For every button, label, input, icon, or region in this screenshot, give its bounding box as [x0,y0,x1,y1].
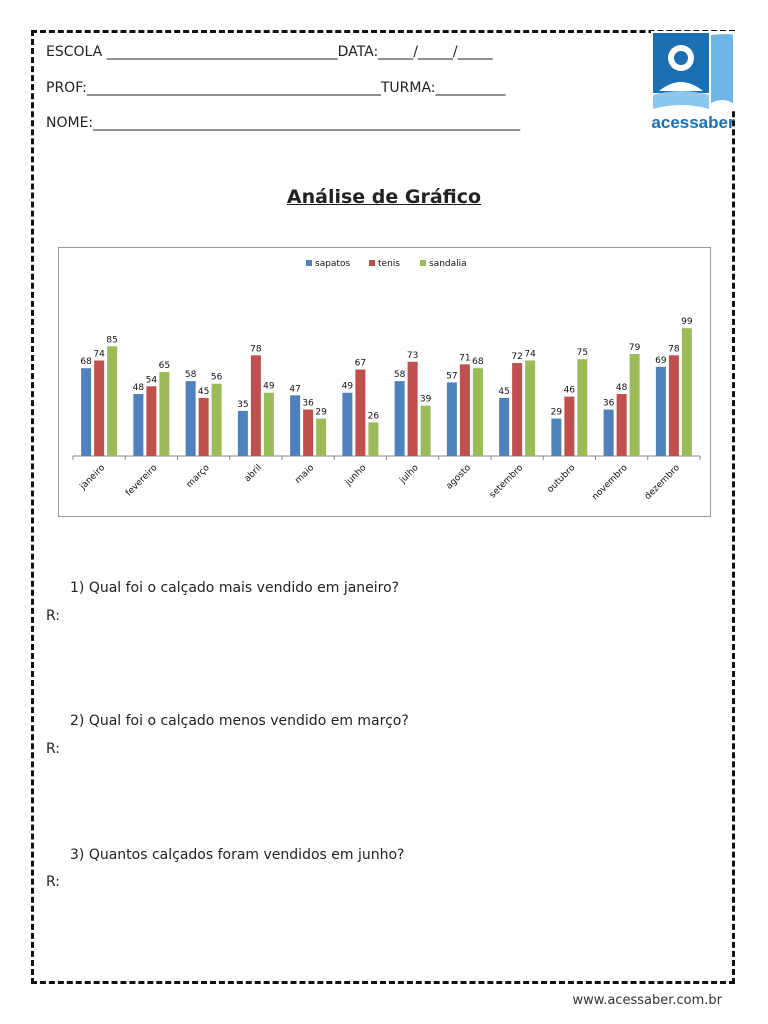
bar-tenis [669,355,679,456]
data-label: 29 [550,407,563,418]
bar-tenis [617,394,627,456]
bar-sandalia [107,346,117,456]
data-label: 79 [628,343,641,354]
answer-label-3: R: [46,874,61,890]
data-label: 74 [524,349,536,360]
data-label: 85 [106,335,118,346]
bar-tenis [564,397,574,456]
data-label: 73 [406,350,419,361]
bar-tenis [199,398,209,456]
acessaber-logo [651,31,735,131]
bar-sandalia [421,406,431,456]
bar-tenis [303,410,313,456]
data-label: 78 [668,344,680,355]
legend-label-sapatos: sapatos [315,259,351,269]
bar-sapatos [447,382,457,456]
bar-tenis [408,362,418,456]
data-label: 75 [576,348,589,359]
data-label: 45 [498,386,510,397]
bar-sapatos [81,368,91,456]
sales-chart [58,247,711,517]
bar-sapatos [342,393,352,456]
data-label: 45 [197,386,210,397]
bar-sandalia [473,368,483,456]
data-label: 29 [315,407,327,418]
question-3: 3) Quantos calçados foram vendidos em junho? [70,847,405,863]
bar-sapatos [133,394,143,456]
bar-tenis [94,360,104,456]
bar-sandalia [264,393,274,456]
x-tick-label: março [184,463,212,491]
data-label: 49 [263,381,275,392]
bar-sandalia [577,359,587,456]
bar-sandalia [368,422,378,456]
bar-sapatos [604,410,614,456]
footer-url: www.acessaber.com.br [572,993,722,1008]
x-tick-label: abril [242,463,264,485]
x-tick-label: setembro [487,463,526,501]
data-label: 26 [367,411,380,422]
bar-tenis [355,370,365,456]
bar-sapatos [395,381,405,456]
bar-sapatos [551,419,561,456]
data-label: 99 [681,317,693,328]
legend-swatch-sapatos [306,260,312,266]
escola-date-line: ESCOLA _________________________________DATA:_____/_____/_____ [46,44,493,60]
answer-label-1: R: [46,608,61,624]
x-tick-label: outubro [545,463,578,495]
data-label: 72 [511,352,523,363]
data-label: 67 [354,358,367,369]
legend-label-sandalia: sandalia [429,259,467,269]
question-1: 1) Qual foi o calçado mais vendido em janeiro? [70,580,400,596]
bar-tenis [251,355,261,456]
data-label: 35 [237,399,249,410]
data-label: 48 [132,383,145,394]
bar-sandalia [316,419,326,456]
worksheet-title: Análise de Gráfico [286,186,482,208]
bar-tenis [146,386,156,456]
data-label: 39 [419,394,432,405]
legend-swatch-sandalia [420,260,426,266]
data-label: 49 [341,381,354,392]
bar-sandalia [630,354,640,456]
data-label: 71 [459,353,471,364]
x-tick-label: novembro [590,463,630,503]
data-label: 65 [158,361,171,372]
bar-tenis [460,364,470,456]
data-label: 54 [145,375,158,386]
answer-label-2: R: [46,741,61,757]
data-label: 68 [80,357,92,368]
data-label: 58 [184,370,197,381]
data-label: 56 [210,372,223,383]
question-2: 2) Qual foi o calçado menos vendido em março? [70,713,409,729]
x-tick-label: janeiro [78,463,108,492]
bar-sapatos [238,411,248,456]
prof-turma-line: PROF:__________________________________________TURMA:__________ [46,80,506,96]
data-label: 46 [563,385,576,396]
bar-sapatos [656,367,666,456]
bar-sandalia [682,328,692,456]
x-tick-label: maio [293,463,317,486]
data-label: 48 [615,383,628,394]
nome-line: NOME:_____________________________________________________________ [46,115,521,131]
bar-sandalia [212,384,222,456]
x-tick-label: fevereiro [124,463,160,499]
data-label: 78 [250,344,262,355]
bar-sapatos [290,395,300,456]
data-label: 36 [302,398,314,409]
bar-sandalia [159,372,169,456]
chart-svg [59,248,712,518]
bar-sapatos [499,398,509,456]
x-tick-label: agosto [444,463,473,492]
data-label: 36 [602,398,615,409]
legend-label-tenis: tenis [378,259,400,269]
data-label: 69 [655,355,667,366]
x-tick-label: dezembro [643,463,682,502]
data-label: 47 [289,384,301,395]
svg-text:acessaber: acessaber [651,113,735,131]
bar-tenis [512,363,522,456]
legend-swatch-tenis [369,260,375,266]
bar-sandalia [525,360,535,456]
x-tick-label: julho [398,463,421,486]
data-label: 74 [93,349,105,360]
bar-sapatos [186,381,196,456]
x-tick-label: junho [343,463,369,488]
data-label: 57 [446,371,458,382]
data-label: 58 [393,370,406,381]
data-label: 68 [472,357,484,368]
